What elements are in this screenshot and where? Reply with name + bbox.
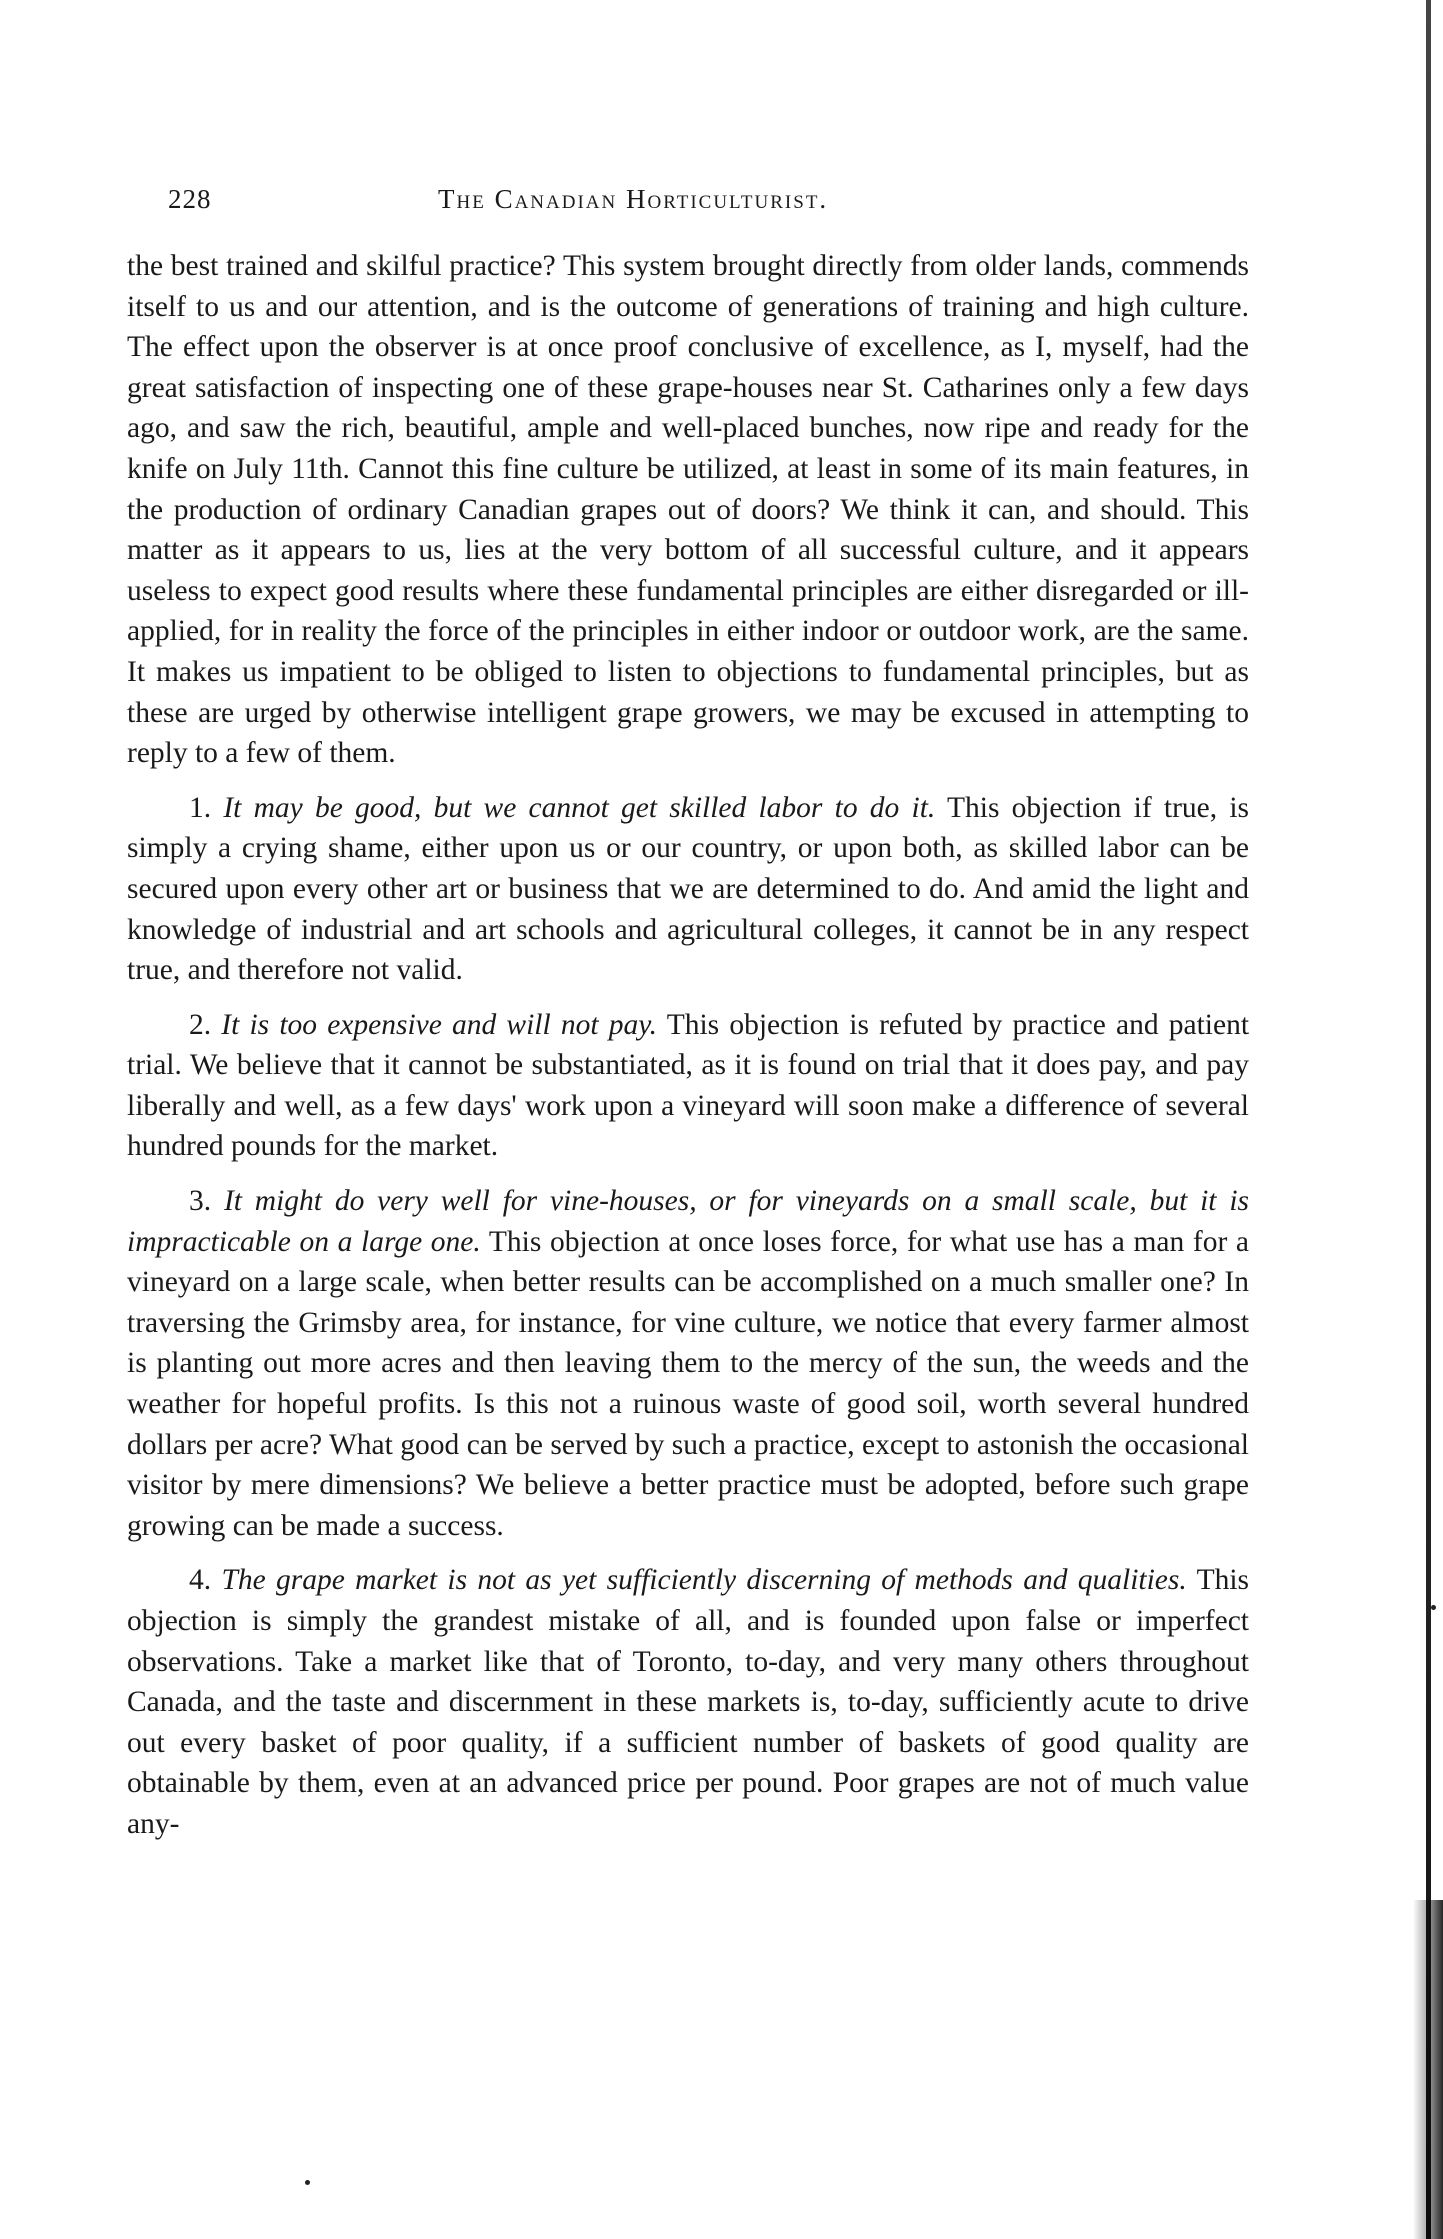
paragraph-text: the best trained and skilful practice? This system brought directly from older lands, commends itself to us and our attention, and is the outcome of generations of training and high culture. The effect upon the observer is at once proof conclusive of excellence, as I, myself, had the great satisfaction of inspecting one of these grape-houses near St. Catharines only a few days ago, and saw the rich, beautiful, ample and well-placed bunches, now ripe and ready for the knife on July 11th. Cannot this fine culture be utilized, at least in some of its main features, in the production of ordinary Canadian grapes out of doors? We think it can, and should. This matter as it appears to us, lies at the very bottom of all successful culture, and it appears useless to expect good results where these fundamental principles are either disregarded or ill-applied, for in reality the force of the principles in either indoor or outdoor work, are the same. It makes us impatient to be obliged to listen to objections to fundamental principles, but as these are urged by otherwise intelligent grape growers, we may be excused in attempting to reply to a few of them.	[127, 250, 1249, 770]
binding-shadow	[1413, 1900, 1443, 2239]
objection-number: 4.	[189, 1564, 212, 1597]
paragraph-text: This objection if true, is simply a crying shame, either upon us or our country, or upon both, as skilled labor can be secured upon every other art or business that we are determined to do. And amid the light and knowledge of industrial and art schools and agricultural colleges, it cannot be in any respect true, and therefore not valid.	[127, 791, 1250, 987]
paragraph-objection-2	[127, 1005, 1249, 1167]
paragraph-text: This objection is refuted by practice and patient trial. We believe that it cannot be substantiated, as it is found on trial that it does pay, and pay liberally and well, as a few days' work upon a vineyard will soon make a difference of several hundred pounds for the market.	[127, 1008, 1250, 1163]
paragraph-objection-3	[127, 1181, 1249, 1546]
objection-number: 3.	[189, 1185, 212, 1218]
running-title: The Canadian Horticulturist.	[438, 184, 829, 214]
scan-speck	[305, 2180, 310, 2185]
objection-number: 1.	[189, 791, 212, 824]
objection-heading: The grape market is not as yet sufficiently discerning of methods and qualities.	[221, 1564, 1187, 1597]
paragraph-objection-4	[127, 1560, 1249, 1844]
article-body	[127, 246, 1249, 1845]
page-number: 228	[168, 184, 212, 214]
paragraph-intro	[127, 246, 1249, 774]
page-header	[168, 184, 1246, 224]
scan-speck	[1431, 1605, 1436, 1610]
objection-heading: It might do very well for vine-houses, or for vineyards on a small scale, but it is impracticable on a large one.	[127, 1185, 1249, 1258]
objection-heading: It is too expensive and will not pay.	[221, 1008, 658, 1041]
paragraph-text: This objection at once loses force, for what use has a man for a vineyard on a large scale, when better results can be accomplished on a much smaller one? In traversing the Grimsby area, for instance, for vine culture, we notice that every farmer almost is planting out more acres and then leaving them to the mercy of the sun, the weeds and the weather for hopeful profits. Is this not a ruinous waste of good soil, worth several hundred dollars per acre? What good can be served by such a practice, except to astonish the occasional visitor by mere dimensions? We believe a better practice must be adopted, before such grape growing can be made a success.	[127, 1225, 1250, 1542]
objection-number: 2.	[189, 1008, 212, 1041]
paragraph-objection-1	[127, 788, 1249, 991]
objection-heading: It may be good, but we cannot get skilled labor to do it.	[223, 791, 936, 824]
paragraph-text: This objection is simply the grandest mistake of all, and is founded upon false or imperfect observations. Take a market like that of Toronto, to-day, and very many others throughout Canada, and the taste and discernment in these markets is, to-day, sufficiently acute to drive out every basket of poor quality, if a sufficient number of baskets of good quality are obtainable by them, even at an advanced price per pound. Poor grapes are not of much value any-	[127, 1564, 1250, 1840]
